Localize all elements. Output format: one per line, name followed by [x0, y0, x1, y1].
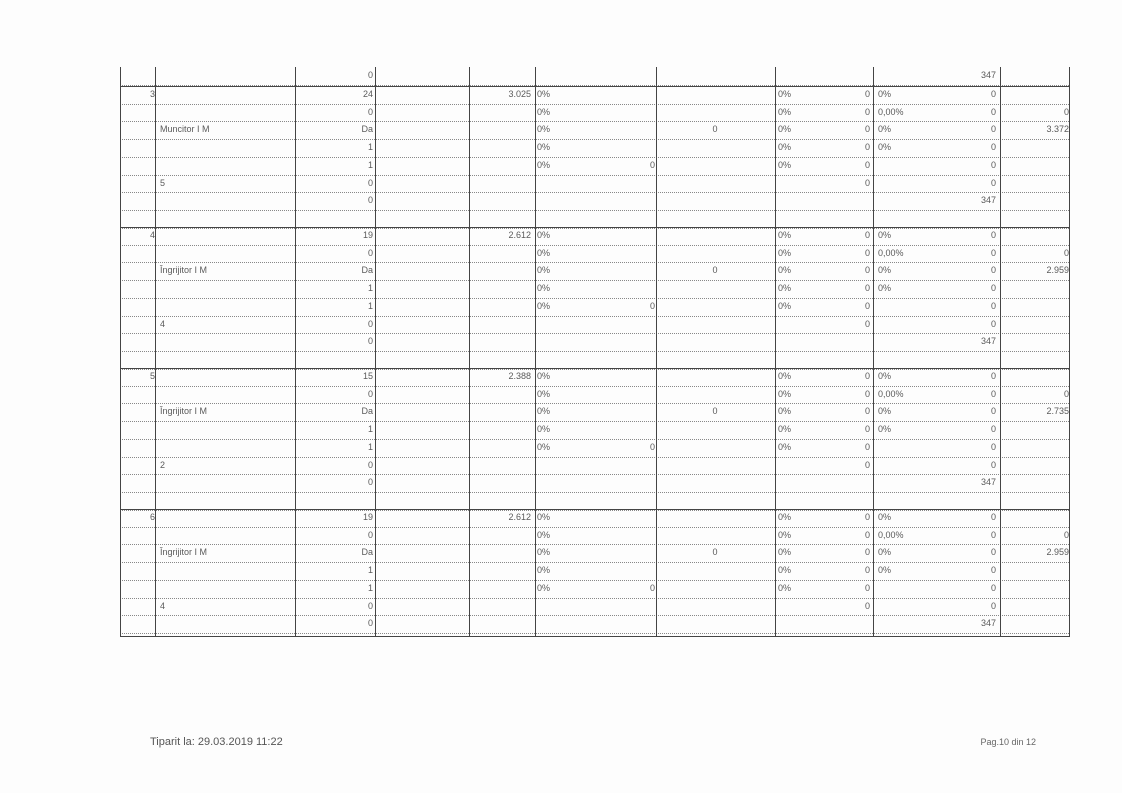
cell-c8a: 0 [864, 159, 870, 170]
cell-fn: 5 [160, 177, 166, 188]
cell-c5: 0% [537, 159, 551, 170]
cell-c7: 0% [778, 247, 792, 258]
cell-c7: 0% [778, 230, 792, 240]
cell-c9: 0 [990, 247, 996, 258]
cell-c9: 0 [990, 565, 996, 576]
cell-c9: 347 [980, 70, 996, 80]
cell-c4: 2.612 [508, 230, 531, 240]
cell-c10: 3.372 [1046, 124, 1069, 135]
cell-c3: Da [361, 265, 373, 276]
cell-c7: 0% [778, 565, 792, 576]
cell-c7: 0% [778, 512, 792, 522]
cell-c8b: 0% [878, 424, 892, 435]
cell-c9: 0 [990, 177, 996, 188]
row-rule [120, 474, 1069, 475]
column-rule [120, 67, 121, 637]
cell-c10: 0 [1063, 388, 1069, 399]
cell-c8a: 0 [864, 230, 870, 240]
row-rule [120, 175, 1069, 176]
cell-c7: 0% [778, 424, 792, 435]
cell-c3: 0 [367, 459, 373, 470]
cell-c3: 1 [367, 300, 373, 311]
cell-c3: 0 [367, 70, 373, 80]
row-rule [120, 527, 1069, 528]
cell-c3: 0 [367, 618, 373, 629]
row-rule [120, 403, 1069, 404]
row-rule [120, 598, 1069, 599]
cell-c9: 0 [990, 424, 996, 435]
cell-c8b: 0% [878, 512, 892, 522]
cell-c3: 0 [367, 177, 373, 188]
cell-c3: Da [361, 406, 373, 417]
cell-c9: 0 [990, 318, 996, 329]
cell-c7: 0% [778, 582, 792, 593]
cell-c5: 0% [537, 388, 551, 399]
cell-c10: 0 [1063, 529, 1069, 540]
cell-c8b: 0,00% [878, 106, 904, 117]
cell-c9: 0 [990, 600, 996, 611]
cell-c7: 0% [778, 300, 792, 311]
cell-c5: 0% [537, 89, 551, 99]
cell-c5: 0% [537, 230, 551, 240]
row-rule [120, 333, 1069, 334]
cell-c8a: 0 [864, 565, 870, 576]
row-rule [120, 544, 1069, 545]
cell-c8a: 0 [864, 142, 870, 153]
cell-fn: 2 [160, 459, 166, 470]
cell-c6: 0 [712, 547, 718, 558]
column-rule [873, 67, 874, 637]
cell-c9: 347 [980, 618, 996, 629]
cell-c8a: 0 [864, 406, 870, 417]
cell-c7: 0% [778, 265, 792, 276]
row-rule [120, 439, 1069, 440]
cell-nr: 4 [149, 230, 155, 240]
cell-c10: 0 [1063, 247, 1069, 258]
row-separator [120, 509, 1069, 510]
column-rule [375, 67, 376, 637]
cell-c8a: 0 [864, 177, 870, 188]
cell-c9: 347 [980, 195, 996, 206]
cell-c5: 0% [537, 300, 551, 311]
cell-c3: 1 [367, 441, 373, 452]
cell-c4: 2.612 [508, 512, 531, 522]
cell-c5r: 0 [649, 300, 655, 311]
cell-c9: 0 [990, 547, 996, 558]
column-rule [1069, 67, 1070, 637]
cell-c8a: 0 [864, 547, 870, 558]
cell-c5r: 0 [649, 441, 655, 452]
cell-c3: 24 [362, 89, 373, 99]
cell-c8b: 0,00% [878, 247, 904, 258]
cell-c6: 0 [712, 124, 718, 135]
cell-c5: 0% [537, 529, 551, 540]
cell-c10: 0 [1063, 106, 1069, 117]
cell-c9: 0 [990, 124, 996, 135]
cell-c9: 347 [980, 336, 996, 347]
cell-fn: 4 [160, 600, 166, 611]
cell-c8a: 0 [864, 441, 870, 452]
column-rule [775, 67, 776, 637]
cell-c8b: 0% [878, 406, 892, 417]
row-rule [120, 139, 1069, 140]
cell-c8a: 0 [864, 371, 870, 381]
row-rule [120, 386, 1069, 387]
cell-c8b: 0,00% [878, 388, 904, 399]
cell-c9: 0 [990, 265, 996, 276]
cell-c7: 0% [778, 441, 792, 452]
cell-c8a: 0 [864, 318, 870, 329]
cell-c5: 0% [537, 142, 551, 153]
cell-c6: 0 [712, 265, 718, 276]
cell-c5: 0% [537, 124, 551, 135]
cell-fn: 4 [160, 318, 166, 329]
cell-c7: 0% [778, 124, 792, 135]
cell-c8a: 0 [864, 106, 870, 117]
row-rule [120, 457, 1069, 458]
row-rule [120, 298, 1069, 299]
cell-c9: 0 [990, 142, 996, 153]
cell-c5: 0% [537, 565, 551, 576]
cell-c9: 0 [990, 529, 996, 540]
cell-c9: 0 [990, 283, 996, 294]
cell-c9: 0 [990, 300, 996, 311]
row-separator [120, 368, 1069, 369]
page-number: Pag.10 din 12 [980, 737, 1036, 747]
cell-c3: 15 [362, 371, 373, 381]
cell-fn: Îngrijitor I M [160, 547, 208, 558]
cell-c8a: 0 [864, 124, 870, 135]
row-separator [120, 86, 1069, 87]
cell-c9: 0 [990, 406, 996, 417]
row-rule [120, 562, 1069, 563]
cell-c10: 2.735 [1046, 406, 1069, 417]
cell-c3: 19 [362, 230, 373, 240]
cell-c3: 1 [367, 283, 373, 294]
cell-fn: Îngrijitor I M [160, 265, 208, 276]
column-rule [535, 67, 536, 637]
cell-c8a: 0 [864, 265, 870, 276]
cell-c8a: 0 [864, 89, 870, 99]
cell-c3: 1 [367, 424, 373, 435]
cell-c8b: 0% [878, 547, 892, 558]
cell-c5: 0% [537, 424, 551, 435]
row-rule [120, 580, 1069, 581]
cell-fn: Îngrijitor I M [160, 406, 208, 417]
cell-c7: 0% [778, 547, 792, 558]
cell-c3: 0 [367, 336, 373, 347]
cell-c8b: 0% [878, 265, 892, 276]
cell-c5: 0% [537, 512, 551, 522]
cell-c8b: 0% [878, 283, 892, 294]
cell-c8a: 0 [864, 582, 870, 593]
cell-c8b: 0% [878, 124, 892, 135]
cell-c3: 0 [367, 247, 373, 258]
cell-c3: 1 [367, 142, 373, 153]
cell-c3: 1 [367, 565, 373, 576]
row-rule [120, 351, 1069, 352]
row-rule [120, 121, 1069, 122]
cell-c9: 0 [990, 459, 996, 470]
cell-c7: 0% [778, 529, 792, 540]
cell-c7: 0% [778, 406, 792, 417]
cell-c10: 2.959 [1046, 547, 1069, 558]
cell-c5: 0% [537, 547, 551, 558]
cell-c7: 0% [778, 371, 792, 381]
cell-c9: 0 [990, 441, 996, 452]
cell-c9: 0 [990, 582, 996, 593]
cell-c3: 0 [367, 529, 373, 540]
row-rule [120, 421, 1069, 422]
column-rule [155, 67, 156, 637]
row-rule [120, 262, 1069, 263]
row-rule [120, 615, 1069, 616]
cell-c3: 0 [367, 388, 373, 399]
cell-c7: 0% [778, 89, 792, 99]
cell-c5: 0% [537, 265, 551, 276]
cell-c5: 0% [537, 106, 551, 117]
cell-c8a: 0 [864, 388, 870, 399]
cell-c9: 0 [990, 230, 996, 240]
cell-c4: 3.025 [508, 89, 531, 99]
cell-c5: 0% [537, 582, 551, 593]
cell-c5r: 0 [649, 159, 655, 170]
cell-c9: 0 [990, 106, 996, 117]
cell-c6: 0 [712, 406, 718, 417]
column-rule [1000, 67, 1001, 637]
cell-c3: 0 [367, 195, 373, 206]
cell-c9: 0 [990, 89, 996, 99]
cell-c8b: 0% [878, 142, 892, 153]
cell-c8a: 0 [864, 283, 870, 294]
cell-c5: 0% [537, 371, 551, 381]
cell-nr: 3 [149, 89, 155, 99]
cell-c9: 0 [990, 159, 996, 170]
cell-c8b: 0% [878, 565, 892, 576]
cell-c5: 0% [537, 283, 551, 294]
cell-c8a: 0 [864, 424, 870, 435]
row-rule [120, 210, 1069, 211]
row-rule [120, 492, 1069, 493]
cell-c7: 0% [778, 106, 792, 117]
cell-c5r: 0 [649, 582, 655, 593]
row-rule [120, 245, 1069, 246]
row-rule [120, 633, 1069, 634]
cell-c7: 0% [778, 142, 792, 153]
cell-c5: 0% [537, 247, 551, 258]
cell-c8b: 0% [878, 371, 892, 381]
column-rule [656, 67, 657, 637]
cell-c8a: 0 [864, 600, 870, 611]
cell-c3: 0 [367, 477, 373, 488]
row-rule [120, 192, 1069, 193]
column-rule [295, 67, 296, 637]
cell-c3: 0 [367, 106, 373, 117]
cell-c3: Da [361, 547, 373, 558]
cell-c8a: 0 [864, 529, 870, 540]
cell-c9: 347 [980, 477, 996, 488]
cell-c3: 0 [367, 600, 373, 611]
row-separator [120, 227, 1069, 228]
cell-c5: 0% [537, 441, 551, 452]
cell-c3: 19 [362, 512, 373, 522]
cell-c5: 0% [537, 406, 551, 417]
column-rule [469, 67, 470, 637]
cell-fn: Muncitor I M [160, 124, 210, 135]
cell-c7: 0% [778, 388, 792, 399]
row-rule [120, 104, 1069, 105]
cell-c7: 0% [778, 283, 792, 294]
cell-c3: Da [361, 124, 373, 135]
row-rule [120, 157, 1069, 158]
cell-c9: 0 [990, 388, 996, 399]
row-rule [120, 280, 1069, 281]
cell-c9: 0 [990, 371, 996, 381]
cell-c9: 0 [990, 512, 996, 522]
row-separator [120, 636, 1069, 637]
cell-c8a: 0 [864, 459, 870, 470]
print-timestamp: Tiparit la: 29.03.2019 11:22 [150, 736, 283, 748]
cell-c3: 1 [367, 582, 373, 593]
cell-c8b: 0% [878, 89, 892, 99]
cell-c8a: 0 [864, 247, 870, 258]
row-rule [120, 316, 1069, 317]
cell-c8b: 0,00% [878, 529, 904, 540]
cell-c7: 0% [778, 159, 792, 170]
cell-c3: 1 [367, 159, 373, 170]
cell-nr: 6 [149, 512, 155, 522]
cell-nr: 5 [149, 371, 155, 381]
cell-c8b: 0% [878, 230, 892, 240]
cell-c10: 2.959 [1046, 265, 1069, 276]
cell-c3: 0 [367, 318, 373, 329]
cell-c4: 2.388 [508, 371, 531, 381]
cell-c8a: 0 [864, 512, 870, 522]
cell-c8a: 0 [864, 300, 870, 311]
